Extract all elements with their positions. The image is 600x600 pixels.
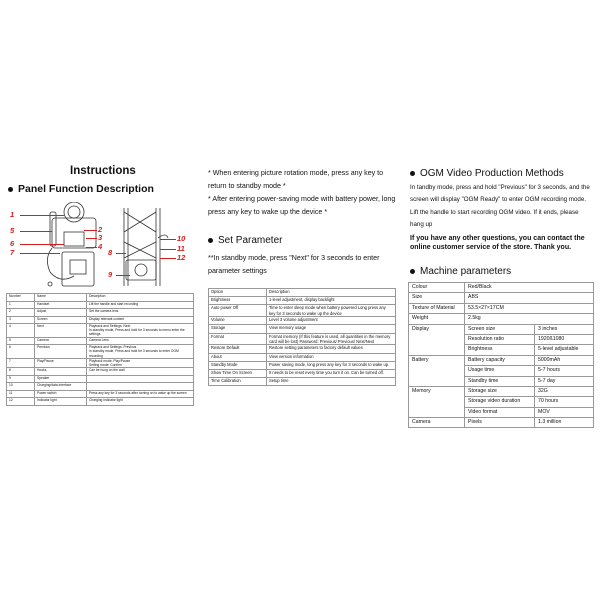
phone-diagram [6, 202, 196, 288]
table-row: 5 Camera Camera Lens [7, 337, 194, 345]
ogm-instructions: In tandby mode, press and hold "Previous" for 3 seconds, and the screen will display "OGM Ready" to enter OGM recording mode. Lift the handle to start recording OGM video. If it ends, please hang up [410, 184, 590, 228]
table-row: 3 Screen Display relevant content [7, 316, 194, 324]
contact-note: If you have any other questions, you can contact the online customer service of the store. Thank you. [410, 235, 585, 251]
callout-1: 1 [10, 210, 15, 219]
table-row: 11 Power switch Press any key for 3 seconds after turning on to wake up the screen [7, 390, 194, 398]
callout-2: 2 [98, 225, 103, 234]
param-row-battery: Standby time 5-7 day [409, 376, 594, 386]
power-saving-note: * After entering power-saving mode with battery power, long press any key to wake up the device * [208, 195, 396, 216]
panel-function-heading: Panel Function Description [8, 183, 154, 195]
table-row: 7 Play/Pause Playback mode: Play/Pause Setting mode: Confirm [7, 358, 194, 367]
table-header-row: Option Description [209, 289, 396, 297]
table-row: 10 Charging/data interface [7, 383, 194, 391]
table-row: Volume Level 3 volume adjustment [209, 317, 396, 325]
callout-3: 3 [98, 233, 103, 242]
rotation-note: * When entering picture rotation mode, press any key to return to standby mode * [208, 169, 384, 190]
param-row-camera: Camera Pixels 1.3 million [409, 418, 594, 428]
ogm-heading: OGM Video Production Methods [410, 168, 564, 179]
table-row: Show Time On Screen It needs to be reset every time you turn it on. Can be turned off. [209, 369, 396, 377]
callout-10: 10 [177, 234, 186, 243]
param-row-battery: Battery Battery capacity 5000mAh [409, 355, 594, 365]
bullet-icon [208, 238, 213, 243]
param-row-display: Resolution ratio 1920ß1080 [409, 334, 594, 344]
instructions-title: Instructions [70, 165, 136, 177]
table-row: Standby Mode Power saving mode, long press any key for 3 seconds to wake up. [209, 361, 396, 369]
callout-12: 12 [177, 253, 186, 262]
param-row-size: Size ABS [409, 293, 594, 303]
param-row-colour: Colour Red/Black [409, 283, 594, 293]
param-row-display: Brightness 5-level adjustable [409, 345, 594, 355]
param-row-display: Display Screen size 3 inches [409, 324, 594, 334]
table-row: Format Format memory (If this feature is used, all quantities in the memory card will be lost) Password: Previous/ Previous/ Next/Next [209, 333, 396, 345]
table-row: 9 Speaker [7, 375, 194, 383]
table-row: 12 Indicator light Charging indicator light [7, 398, 194, 406]
table-row: Restore Default Restore setting parameters to factory default values [209, 345, 396, 353]
bullet-icon [8, 187, 13, 192]
table-row: 2 Adjust Set the camera lens [7, 309, 194, 317]
callout-7: 7 [10, 248, 15, 257]
table-row: Brightness 1-level adjustment, display backlight [209, 297, 396, 305]
table-row: 4 Next Playback and Settings: Next In standby mode, Press and hold for 3 seconds to menu enter the settings [7, 324, 194, 338]
parameter-settings-note: **In standby mode, press "Next" for 3 seconds to enter parameter settings [208, 254, 380, 275]
table-header-row: Number Name Description [7, 294, 194, 302]
callout-4: 4 [98, 242, 103, 251]
param-row-memory: Video format MOV [409, 407, 594, 417]
param-row-memory: Storage video duration 70 hours [409, 397, 594, 407]
param-row-memory: Memory Storage size 32G [409, 386, 594, 396]
param-row-texture: Texture of Material 53.5×27×17CM [409, 303, 594, 313]
table-row: 8 Hooks Can be hung on the wall [7, 368, 194, 376]
param-row-weight: Weight 2.5kg [409, 314, 594, 324]
machine-parameters-heading: Machine parameters [410, 266, 511, 277]
table-row: Auto power Off Time to enter sleep mode when battery powered Long press any key for 3 seconds to wake up the device [209, 305, 396, 317]
callout-8: 8 [108, 248, 113, 257]
table-row: Storage View memory usage [209, 325, 396, 333]
table-row: About View version information [209, 353, 396, 361]
bullet-icon [410, 269, 415, 274]
table-row: Time Calibration Setup time [209, 378, 396, 386]
callout-5: 5 [10, 226, 15, 235]
param-row-battery: Usage time 5-7 hours [409, 366, 594, 376]
bullet-icon [410, 171, 415, 176]
callout-11: 11 [177, 244, 185, 253]
panel-function-table [6, 293, 194, 406]
parameter-table [208, 288, 396, 386]
machine-parameters-table [408, 282, 594, 428]
callout-6: 6 [10, 239, 15, 248]
table-row: 1 Handset Lift the handle and start recording [7, 301, 194, 309]
callout-9: 9 [108, 270, 113, 279]
table-row: 6 Previous Playback and Settings: Previous In standby mode, Press and hold for 3 seconds to enter OGM recording [7, 345, 194, 359]
set-parameter-heading: Set Parameter [208, 235, 282, 246]
